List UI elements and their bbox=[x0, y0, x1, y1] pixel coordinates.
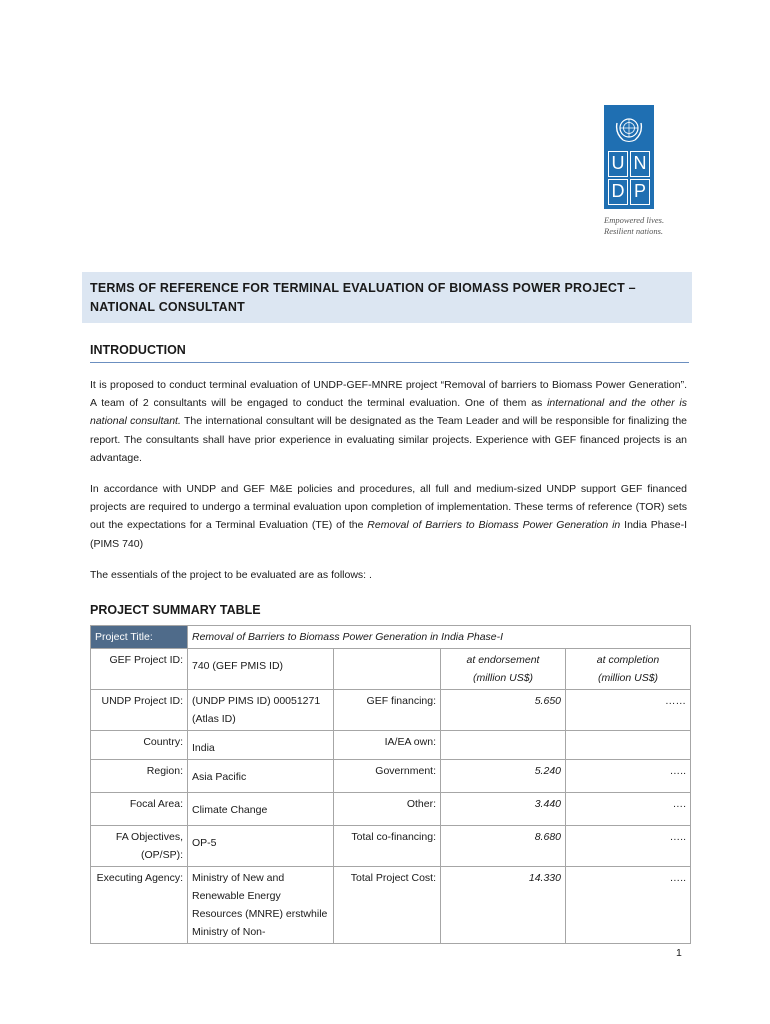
total-project-cost-label: Total Project Cost: bbox=[334, 867, 441, 944]
introduction-heading: INTRODUCTION bbox=[90, 343, 186, 357]
table-row bbox=[91, 649, 691, 690]
logo-tagline-2: Resilient nations. bbox=[604, 226, 664, 236]
endorsement-header bbox=[441, 649, 566, 690]
total-cofinancing-label: Total co-financing: bbox=[334, 826, 441, 867]
iaea-completion bbox=[566, 731, 691, 760]
focal-area-label: Focal Area: bbox=[91, 793, 188, 826]
logo-letter-d: D bbox=[608, 179, 628, 205]
government-label: Government: bbox=[334, 760, 441, 793]
logo-letter-n: N bbox=[630, 151, 650, 177]
project-title-value: Removal of Barriers to Biomass Power Generation in India Phase-I bbox=[188, 626, 691, 649]
undp-id-label: UNDP Project ID: bbox=[91, 690, 188, 731]
other-label: Other: bbox=[334, 793, 441, 826]
table-row bbox=[91, 760, 691, 793]
undp-id-value: (UNDP PIMS ID) 00051271 (Atlas ID) bbox=[188, 690, 334, 731]
project-summary-table bbox=[90, 625, 691, 944]
intro-paragraph-3 bbox=[90, 566, 687, 584]
table-row bbox=[91, 826, 691, 867]
intro-p2-text-b: India Phase-I (PIMS 740) bbox=[90, 519, 687, 550]
project-title-label: Project Title: bbox=[91, 626, 188, 649]
title-line-2: NATIONAL CONSULTANT bbox=[90, 300, 245, 314]
country-label: Country: bbox=[91, 731, 188, 760]
region-label: Region: bbox=[91, 760, 188, 793]
region-value: Asia Pacific bbox=[188, 760, 334, 793]
executing-agency-label: Executing Agency: bbox=[91, 867, 188, 944]
gef-financing-label: GEF financing: bbox=[334, 690, 441, 731]
gef-financing-completion: …… bbox=[566, 690, 691, 731]
million-us-1: (million US$) bbox=[472, 672, 534, 684]
focal-area-value: Climate Change bbox=[188, 793, 334, 826]
logo-letter-u: U bbox=[608, 151, 628, 177]
intro-p1-text-b: The international consultant will be designated as the Team Leader and will be responsible for finalizing the report. The consultants shall have prior experience in evaluating similar projects. Experience with GEF financed projects is an advantage. bbox=[90, 415, 687, 464]
executing-agency-value: Ministry of New and Renewable Energy Resources (MNRE) erstwhile Ministry of Non- bbox=[188, 867, 334, 944]
table-row bbox=[91, 731, 691, 760]
logo-tagline-1: Empowered lives. bbox=[604, 215, 665, 225]
undp-letters bbox=[608, 151, 650, 205]
government-completion: ….. bbox=[566, 760, 691, 793]
intro-p2-text-a: In accordance with UNDP and GEF M&E policies and procedures, all full and medium-sized UNDP support GEF financed projects are required to undergo a terminal evaluation upon completion of implementation. These terms of reference (TOR) sets out the expectations for a Terminal Evaluation (TE) of the bbox=[90, 483, 687, 532]
total-cofinancing-completion: ….. bbox=[566, 826, 691, 867]
intro-p1-text-a: It is proposed to conduct terminal evaluation of UNDP-GEF-MNRE project “Removal of barriers to Biomass Power Generation”. A team of 2 consultants will be engaged to conduct the terminal evaluation. One of them as bbox=[90, 379, 687, 410]
country-value: India bbox=[188, 731, 334, 760]
fa-objectives-label: FA Objectives, (OP/SP): bbox=[91, 826, 188, 867]
table-row bbox=[91, 626, 691, 649]
intro-p2-italic: Removal of Barriers to Biomass Power Generation in bbox=[367, 519, 621, 532]
completion-header bbox=[566, 649, 691, 690]
intro-p1-italic: international and the other is national consultant. bbox=[90, 397, 687, 428]
summary-heading: PROJECT SUMMARY TABLE bbox=[90, 603, 261, 617]
intro-p3-text: The essentials of the project to be evaluated are as follows: . bbox=[90, 569, 372, 581]
empty-cell bbox=[334, 649, 441, 690]
total-project-cost-completion: ….. bbox=[566, 867, 691, 944]
introduction-rule bbox=[90, 362, 689, 363]
table-row bbox=[91, 793, 691, 826]
table-row bbox=[91, 690, 691, 731]
at-endorsement-text: at endorsement bbox=[466, 654, 540, 666]
undp-logo-box bbox=[604, 105, 654, 209]
other-completion: …. bbox=[566, 793, 691, 826]
iaea-label: IA/EA own: bbox=[334, 731, 441, 760]
intro-paragraph-2 bbox=[90, 480, 687, 553]
title-line-1: TERMS OF REFERENCE FOR TERMINAL EVALUATION OF BIOMASS POWER PROJECT – bbox=[90, 281, 636, 295]
government-endorsement: 5.240 bbox=[441, 760, 566, 793]
gef-id-label: GEF Project ID: bbox=[91, 649, 188, 690]
document-title bbox=[82, 272, 692, 323]
undp-logo bbox=[604, 105, 674, 237]
at-completion-text: at completion bbox=[596, 654, 660, 666]
total-project-cost-endorsement: 14.330 bbox=[441, 867, 566, 944]
iaea-endorsement bbox=[441, 731, 566, 760]
fa-objectives-value: OP-5 bbox=[188, 826, 334, 867]
gef-id-value: 740 (GEF PMIS ID) bbox=[188, 649, 334, 690]
un-emblem-icon bbox=[611, 111, 647, 147]
gef-financing-endorsement: 5.650 bbox=[441, 690, 566, 731]
total-cofinancing-endorsement: 8.680 bbox=[441, 826, 566, 867]
page-number: 1 bbox=[676, 947, 682, 959]
intro-paragraph-1 bbox=[90, 376, 687, 467]
million-us-2: (million US$) bbox=[597, 672, 659, 684]
other-endorsement: 3.440 bbox=[441, 793, 566, 826]
table-row bbox=[91, 867, 691, 944]
logo-letter-p: P bbox=[630, 179, 650, 205]
